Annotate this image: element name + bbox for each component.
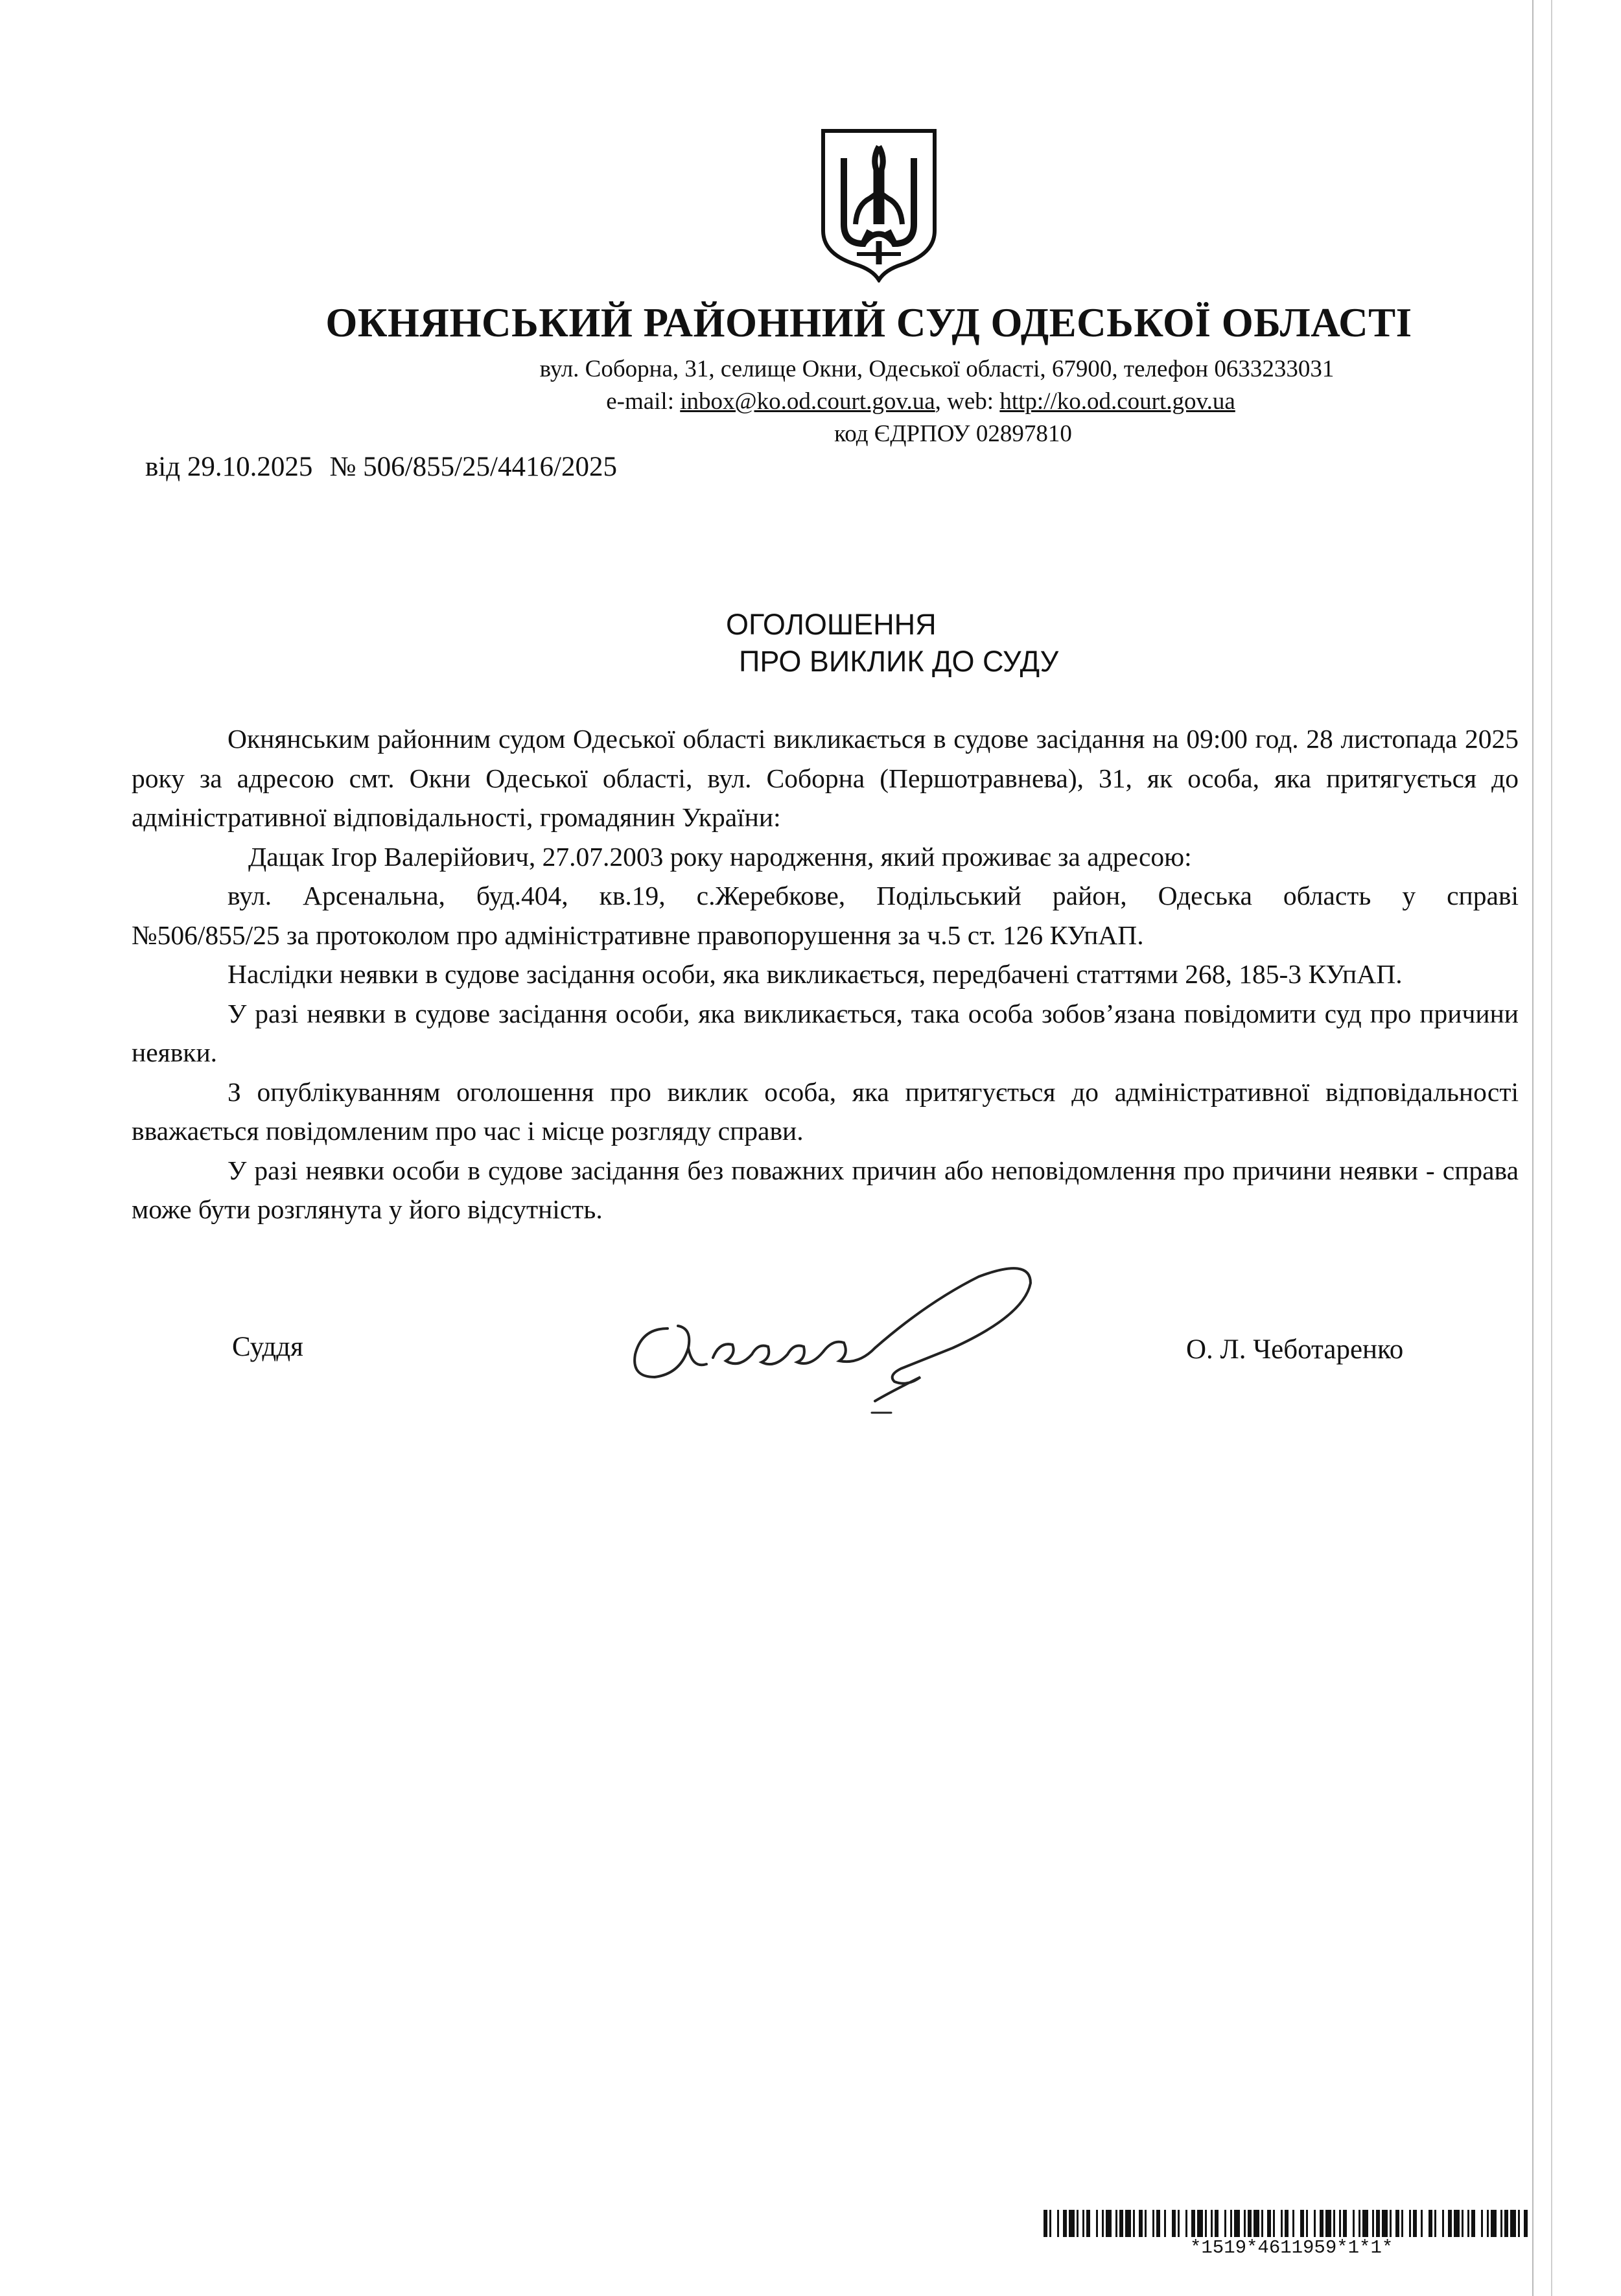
barcode-bar	[1152, 2210, 1154, 2237]
barcode-bar	[1191, 2210, 1195, 2237]
barcode-bar	[1215, 2210, 1219, 2237]
barcode-bar	[1401, 2210, 1403, 2237]
barcode-bar	[1145, 2210, 1147, 2237]
paragraph-address: вул. Арсенальна, буд.404, кв.19, с.Жеребкове, Подільський район, Одеська область у справі	[227, 881, 1519, 910]
web-link[interactable]: http://ko.od.court.gov.ua	[999, 388, 1235, 415]
barcode-bar	[1292, 2210, 1294, 2237]
barcode-bar	[1300, 2210, 1304, 2237]
barcode-bar	[1462, 2210, 1464, 2237]
barcode-bar	[1224, 2210, 1226, 2237]
edrpou-code: код ЄДРПОУ 02897810	[834, 421, 1072, 447]
document-body	[132, 719, 1519, 1229]
barcode-bar	[1133, 2210, 1135, 2237]
judge-role: Суддя	[232, 1332, 303, 1362]
barcode-bar	[1119, 2210, 1123, 2237]
barcode-bar	[1115, 2210, 1117, 2237]
barcode-bar	[1306, 2210, 1308, 2237]
barcode-bar	[1325, 2210, 1331, 2237]
barcode-bar	[1044, 2210, 1047, 2237]
document-title: ОГОЛОШЕННЯ	[726, 608, 937, 641]
barcode-bar	[1248, 2210, 1252, 2237]
barcode-bar	[1442, 2210, 1444, 2237]
barcode-bar	[1244, 2210, 1246, 2237]
barcode-number: *1519*4611959*1*1*	[1190, 2237, 1394, 2258]
barcode-bar	[1471, 2210, 1475, 2237]
barcode-bar	[1333, 2210, 1335, 2237]
barcode-bar	[1172, 2210, 1176, 2237]
court-address: вул. Соборна, 31, селище Окни, Одеської області, 67900, телефон 0633233031	[539, 356, 1335, 382]
barcode-bar	[1234, 2210, 1240, 2237]
barcode-bar	[1413, 2210, 1417, 2237]
barcode-bar	[1376, 2210, 1380, 2237]
coat-of-arms-icon	[818, 127, 940, 283]
handwritten-signature	[616, 1231, 1069, 1426]
barcode-bar	[1063, 2210, 1067, 2237]
barcode-bar	[1409, 2210, 1411, 2237]
barcode-bar	[1434, 2210, 1436, 2237]
barcode-bar	[1382, 2210, 1388, 2237]
barcode-bar	[1267, 2210, 1271, 2237]
barcode-bar	[1343, 2210, 1347, 2237]
barcode-bar	[1049, 2210, 1051, 2237]
barcode-bar	[1285, 2210, 1289, 2237]
barcode-bar	[1178, 2210, 1180, 2237]
reference-line	[145, 451, 617, 483]
barcode-bar	[1518, 2210, 1520, 2237]
barcode-bar	[1069, 2210, 1075, 2237]
barcode-bar	[1454, 2210, 1460, 2237]
barcode-bar	[1353, 2210, 1355, 2237]
email-label: e-mail:	[606, 388, 681, 415]
barcode-bar	[1467, 2210, 1469, 2237]
barcode-bar	[1185, 2210, 1187, 2237]
barcode-bar	[1164, 2210, 1166, 2237]
barcode-bar	[1314, 2210, 1316, 2237]
paragraph-case: №506/855/25 за протоколом про адміністративне правопорушення за ч.5 ст. 126 КУпАП.	[132, 920, 1144, 950]
paragraph-person: Дащак Ігор Валерійович, 27.07.2003 року народження, який проживає за адресою:	[248, 841, 1192, 872]
barcode-bar	[1261, 2210, 1263, 2237]
barcode-bar	[1102, 2210, 1104, 2237]
document-subtitle: ПРО ВИКЛИК ДО СУДУ	[739, 645, 1059, 678]
document-date: 29.10.2025	[187, 452, 313, 482]
barcode-bar	[1057, 2210, 1059, 2237]
barcode-bar	[1372, 2210, 1374, 2237]
barcode-bar	[1362, 2210, 1368, 2237]
barcode-bar	[1487, 2210, 1489, 2237]
barcode-icon	[1044, 2210, 1528, 2237]
barcode-bar	[1197, 2210, 1203, 2237]
document-number: № 506/855/25/4416/2025	[329, 452, 617, 482]
web-label: , web:	[935, 388, 1000, 415]
court-contacts	[0, 388, 1621, 415]
barcode-bar	[1230, 2210, 1232, 2237]
barcode-bar	[1211, 2210, 1213, 2237]
date-prefix: від	[145, 452, 187, 482]
barcode-bar	[1125, 2210, 1131, 2237]
paragraph-publication: З опублікуванням оголошення про виклик особа, яка притягується до адміністративної відповідальності вважається повідомленим про час і місце розгляду справи.	[132, 1076, 1519, 1146]
barcode-bar	[1106, 2210, 1112, 2237]
court-name: ОКНЯНСЬКИЙ РАЙОННИЙ СУД ОДЕСЬКОЇ ОБЛАСТІ	[325, 300, 1412, 345]
barcode-bar	[1077, 2210, 1079, 2237]
barcode-bar	[1273, 2210, 1275, 2237]
barcode-bar	[1395, 2210, 1399, 2237]
judge-name: О. Л. Чеботаренко	[1186, 1334, 1404, 1365]
barcode-bar	[1086, 2210, 1090, 2237]
paragraph-notify: У разі неявки в судове засідання особи, яка викликається, така особа зобов’язана повідомити суд про причини неявки.	[132, 998, 1519, 1067]
barcode-bar	[1390, 2210, 1392, 2237]
barcode-bar	[1421, 2210, 1423, 2237]
barcode-bar	[1205, 2210, 1207, 2237]
barcode-bar	[1491, 2210, 1497, 2237]
barcode-bar	[1339, 2210, 1341, 2237]
barcode-bar	[1429, 2210, 1432, 2237]
paragraph-summons: Окнянським районним судом Одеської області викликається в судове засідання на 09:00 год. 28 листопада 2025 року за адресою смт. Окни Одеської області, вул. Соборна (Першотравнева), 31, як особа, яка притягується до адміністративної відповідальності, громадянин України:	[132, 724, 1519, 832]
barcode-bar	[1096, 2210, 1098, 2237]
email-link[interactable]: inbox@ko.od.court.gov.ua	[680, 388, 935, 415]
barcode-bar	[1156, 2210, 1160, 2237]
barcode-bar	[1448, 2210, 1452, 2237]
barcode-bar	[1500, 2210, 1502, 2237]
barcode-bar	[1481, 2210, 1483, 2237]
barcode-bar	[1504, 2210, 1508, 2237]
barcode-bar	[1082, 2210, 1084, 2237]
barcode-bar	[1139, 2210, 1143, 2237]
barcode-bar	[1320, 2210, 1324, 2237]
barcode-bar	[1510, 2210, 1516, 2237]
barcode-bar	[1524, 2210, 1528, 2237]
barcode-bar	[1254, 2210, 1259, 2237]
barcode-bar	[1359, 2210, 1360, 2237]
barcode-bar	[1281, 2210, 1283, 2237]
paragraph-consequences: Наслідки неявки в судове засідання особи, яка викликається, передбачені статтями 268, 185-3 КУпАП.	[227, 959, 1403, 989]
paragraph-absence: У разі неявки особи в судове засідання без поважних причин або неповідомлення про причини неявки - справа може бути розглянута у його відсутність.	[132, 1155, 1519, 1224]
